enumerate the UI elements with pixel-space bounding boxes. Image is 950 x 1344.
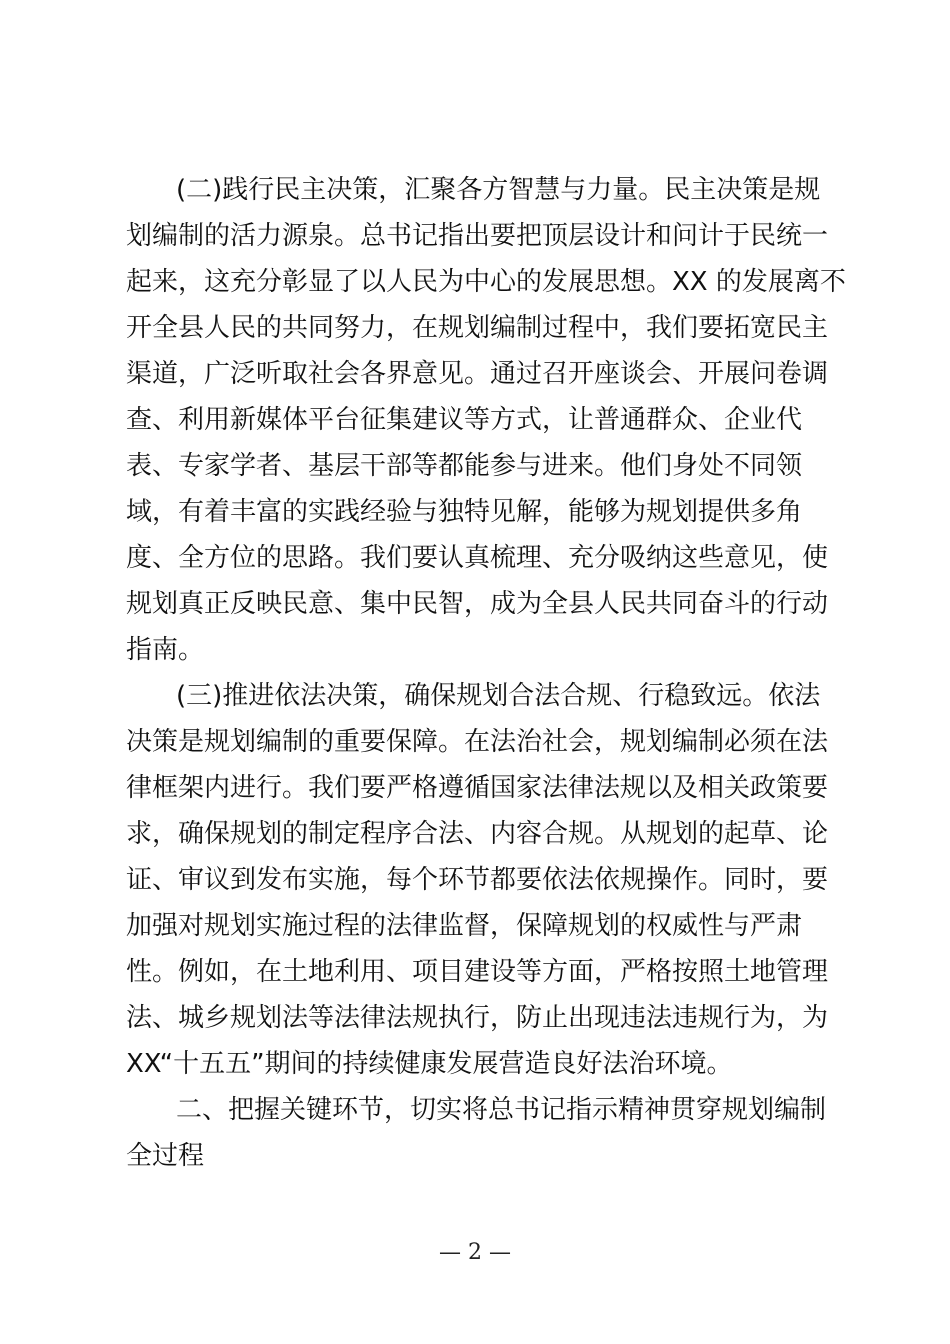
text-line: 加强对规划实施过程的法律监督，保障规划的权威性与严肃	[126, 911, 803, 941]
heading-line: 二、把握关键环节，切实将总书记指示精神贯穿规划编制	[176, 1095, 827, 1125]
text-line: 规划真正反映民意、集中民智，成为全县人民共同奋斗的行动	[126, 589, 829, 619]
text-line: 证、审议到发布实施，每个环节都要依法依规操作。同时，要	[126, 865, 829, 895]
text-line: (二)践行民主决策，汇聚各方智慧与力量。民主决策是规	[176, 175, 821, 205]
text-line: 渠道，广泛听取社会各界意见。通过召开座谈会、开展问卷调	[126, 359, 829, 389]
text-line: XX“十五五”期间的持续健康发展营造良好法治环境。	[126, 1049, 733, 1079]
text-line: 决策是规划编制的重要保障。在法治社会，规划编制必须在法	[126, 727, 829, 757]
page-number: — 2 —	[439, 1240, 511, 1265]
text-line: 开全县人民的共同努力，在规划编制过程中，我们要拓宽民主	[126, 313, 829, 343]
text-line: 起来，这充分彰显了以人民为中心的发展思想。XX 的发展离不	[126, 267, 846, 297]
text-line: 划编制的活力源泉。总书记指出要把顶层设计和问计于民统一	[126, 221, 829, 251]
text-line: (三)推进依法决策，确保规划合法合规、行稳致远。依法	[176, 681, 821, 711]
heading-line: 全过程	[126, 1141, 205, 1171]
text-line: 律框架内进行。我们要严格遵循国家法律法规以及相关政策要	[126, 773, 829, 803]
text-line: 查、利用新媒体平台征集建议等方式，让普通群众、企业代	[126, 405, 803, 435]
text-line: 表、专家学者、基层干部等都能参与进来。他们身处不同领	[126, 451, 803, 481]
text-line: 域，有着丰富的实践经验与独特见解，能够为规划提供多角	[126, 497, 803, 527]
text-line: 指南。	[126, 635, 205, 665]
text-line: 法、城乡规划法等法律法规执行，防止出现违法违规行为，为	[126, 1003, 829, 1033]
text-line: 性。例如，在土地利用、项目建设等方面，严格按照土地管理	[126, 957, 829, 987]
text-line: 求，确保规划的制定程序合法、内容合规。从规划的起草、论	[126, 819, 829, 849]
text-line: 度、全方位的思路。我们要认真梳理、充分吸纳这些意见，使	[126, 543, 829, 573]
